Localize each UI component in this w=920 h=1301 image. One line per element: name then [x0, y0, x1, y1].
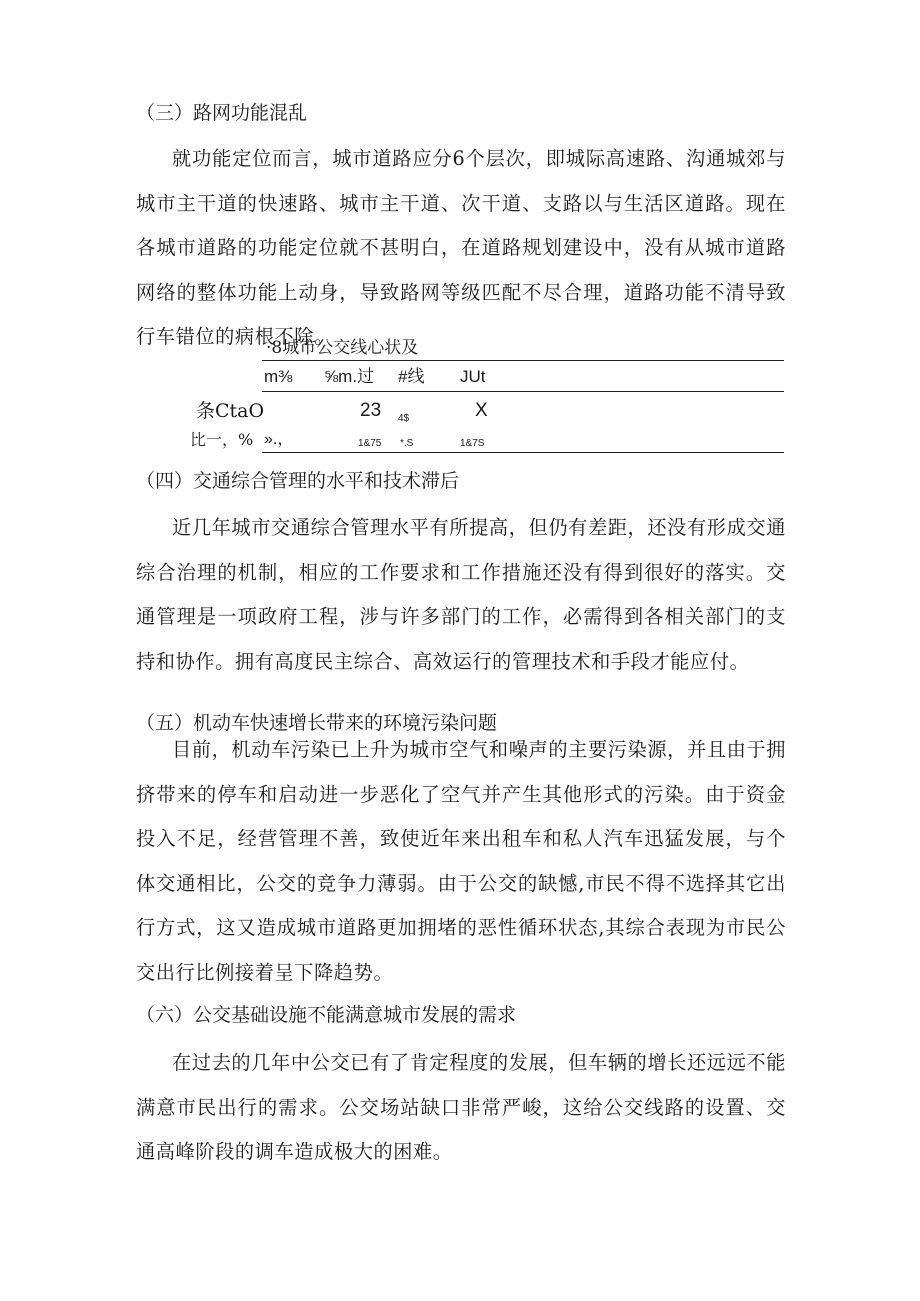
table-row-label-2: 比一，%	[190, 430, 254, 449]
table-cell-2-3: *.S	[400, 438, 414, 449]
table-cell-2-1: ».，	[264, 431, 294, 448]
section-heading-3: （三）路网功能混乱	[136, 102, 308, 124]
table-cell-1-2: 23	[360, 400, 382, 421]
table-header-2: ⅝m.过	[324, 367, 375, 386]
table-caption: ·8城市公交线心状及	[266, 338, 419, 358]
table-row-label-1: 条CtaO	[196, 400, 265, 422]
section-heading-4: （四）交通综合管理的水平和技术滞后	[136, 470, 460, 492]
table-cell-2-2: 1&75	[358, 438, 382, 449]
section-paragraph-4: 近几年城市交通综合管理水平有所提高，但仍有差距，还没有形成交通综合治理的机制，相应的工作要求和工作措施还没有得到很好的落实。交通管理是一项政府工程，涉与许多部门的工作，必需得到各相关部门的支持和协作。拥有高度民主综合、高效运行的管理技术和手段才能应付。	[136, 516, 786, 673]
table-cell-1-4: X	[475, 400, 488, 421]
section-paragraph-3: 就功能定位而言，城市道路应分6个层次，即城际高速路、沟通城郊与城市主干道的快速路、城市主干道、次干道、支路以与生活区道路。现在各城市道路的功能定位就不甚明白，在道路规划建设中，没有从城市道路网络的整体功能上动身，导致路网等级匹配不尽合理，道路功能不清导致行车错位的病根不除。	[136, 147, 786, 349]
table-header-rule	[262, 391, 784, 392]
table-cell-1-3: 4$	[398, 413, 410, 424]
table-bottom-rule	[262, 452, 784, 453]
section-heading-6: （六）公交基础设施不能满意城市发展的需求	[136, 1004, 517, 1026]
section-paragraph-5: 目前，机动车污染已上升为城市空气和噪声的主要污染源，并且由于拥挤带来的停车和启动进一步恶化了空气并产生其他形式的污染。由于资金投入不足，经营管理不善，致使近年来出租车和私人汽车迅猛发展，与个体交通相比，公交的竞争力薄弱。由于公交的缺憾,市民不得不选择其它出行方式，这又造成城市道路更加拥堵的恶性循环状态,其综合表现为市民公交出行比例接着呈下降趋势。	[136, 738, 786, 984]
section-heading-5: （五）机动车快速增长带来的环境污染问题	[136, 712, 498, 734]
table-header-4: JUt	[460, 367, 486, 386]
table-header-1: m⅜	[264, 367, 293, 386]
table-cell-2-4: 1&7S	[460, 438, 485, 449]
table-top-rule	[262, 360, 784, 361]
section-paragraph-6: 在过去的几年中公交已有了肯定程度的发展，但车辆的增长还远远不能满意市民出行的需求。公交场站缺口非常严峻，这给公交线路的设置、交通高峰阶段的调车造成极大的困难。	[136, 1051, 786, 1164]
table-header-3: #线	[398, 367, 425, 386]
